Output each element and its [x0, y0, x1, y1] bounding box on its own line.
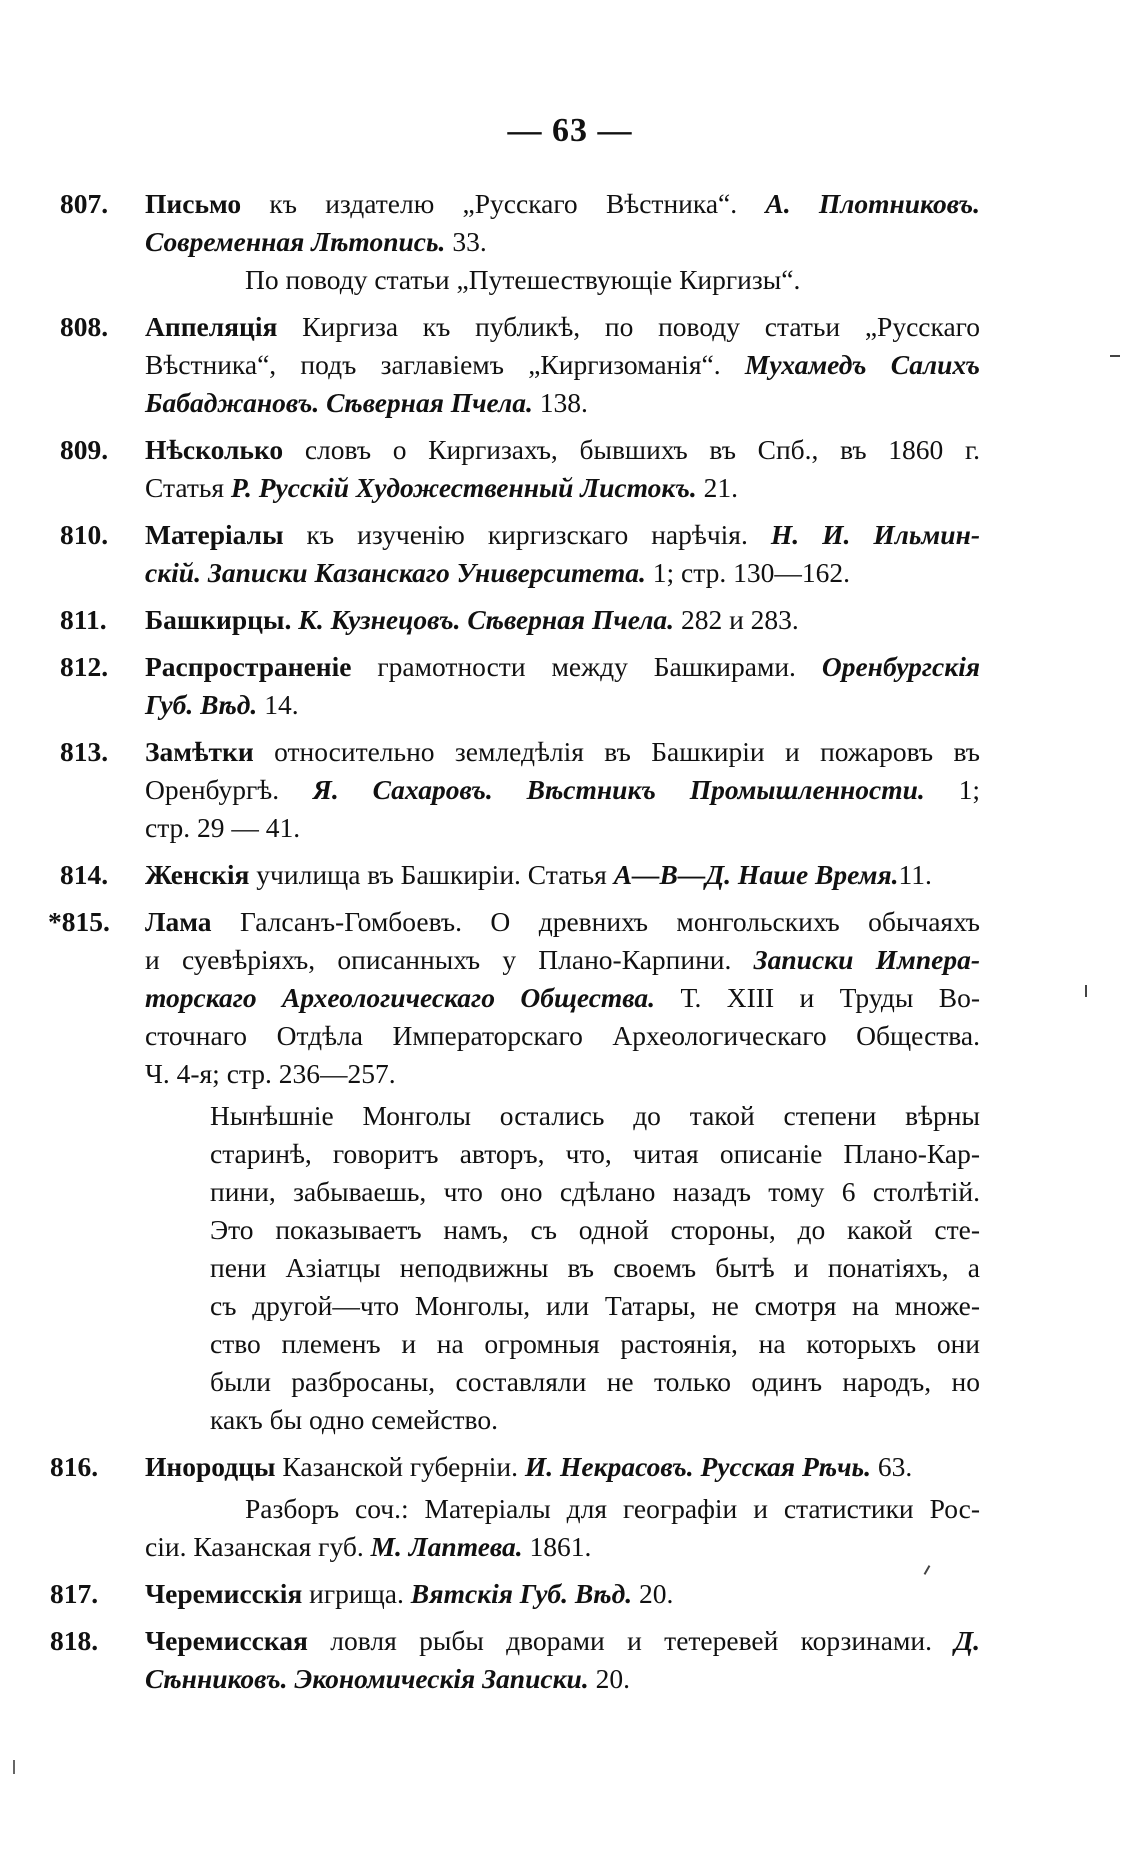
- entry-issue: 21.: [696, 472, 738, 503]
- entry-issue: 1;: [924, 774, 980, 805]
- margin-dash-mark: [1110, 355, 1120, 357]
- annotation-line: съ другой—что Монголы, или Татары, не смотря на множе-: [210, 1290, 980, 1321]
- entry-816: [50, 1448, 980, 1566]
- entry-title: Аппеляція: [145, 311, 278, 342]
- entry-number: 816.: [50, 1451, 99, 1482]
- entry-title: Замѣтки: [145, 736, 254, 767]
- entry-title: Нѣсколько: [145, 434, 284, 465]
- page-number: — 63 —: [507, 112, 633, 149]
- entry-source: торскаго Археологическаго Общества.: [145, 982, 656, 1013]
- entry-text: Вѣстника“, подъ заглавіемъ „Киргизоманія“.: [145, 349, 745, 380]
- entry-text: сточнаго Отдѣла Императорскаго Археологическаго Общества.: [145, 1020, 980, 1051]
- entry-813: [60, 733, 980, 847]
- annotation-line: какъ бы одно семейство.: [210, 1404, 498, 1435]
- entry-issue: 138.: [532, 387, 588, 418]
- annotation-line: пини, забываешь, что оно сдѣлано назадъ тому 6 столѣтій.: [210, 1176, 980, 1207]
- entry-source: Я. Сахаровъ. Вѣстникъ Промышленности.: [312, 774, 925, 805]
- left-margin-mark: [13, 1760, 15, 1774]
- entry-issue: 33.: [445, 226, 487, 257]
- entry-text: къ издателю „Русскаго Вѣстника“.: [241, 188, 766, 219]
- annotation-line: старинѣ, говоритъ авторъ, что, читая описаніе Плано-Кар-: [210, 1138, 980, 1169]
- entry-text: и суевѣріяхъ, описанныхъ у Плано-Карпини.: [145, 944, 754, 975]
- entry-issue: 14.: [257, 689, 299, 720]
- annotation-line: сіи. Казанская губ.: [145, 1531, 371, 1562]
- entry-issue: 63.: [871, 1451, 913, 1482]
- entry-annotation: [245, 1490, 980, 1528]
- entry-title: Матеріалы: [145, 519, 284, 550]
- entry-source: К. Кузнецовъ. Сѣверная Пчела.: [291, 604, 675, 635]
- entry-author: Мухамедъ Салихъ: [744, 349, 980, 380]
- entry-source: А—В—Д. Наше Время.: [613, 859, 899, 890]
- entry-issue: 20.: [632, 1578, 674, 1609]
- annotation-line: Это показываетъ намъ, съ одной стороны, до какой сте-: [210, 1214, 980, 1245]
- entry-text: грамотности между Башкирами.: [351, 651, 822, 682]
- entry-source: скій. Записки Казанскаго Университета.: [145, 557, 646, 588]
- entry-text: Киргиза къ публикѣ, по поводу статьи „Русскаго: [277, 311, 980, 342]
- entry-issue: 20.: [588, 1663, 630, 1694]
- entry-818: [50, 1622, 980, 1698]
- entry-title: Черемисскія: [145, 1578, 303, 1609]
- entry-issue: 1; стр. 130—162.: [645, 557, 850, 588]
- entry-text: Галсанъ-Гомбоевъ. О древнихъ монгольскихъ обычаяхъ: [211, 906, 980, 937]
- entry-number: 807.: [60, 188, 109, 219]
- annotation-line: пени Азіатцы неподвижны въ своемъ бытѣ и понатіяхъ, а: [210, 1252, 980, 1283]
- entry-issue: 282 и 283.: [674, 604, 799, 635]
- entry-number: 808.: [60, 311, 109, 342]
- entry-source: И. Некрасовъ. Русская Рѣчь.: [524, 1451, 871, 1482]
- entry-808: [60, 308, 980, 422]
- entry-text: игрища.: [302, 1578, 411, 1609]
- entry-814: [60, 856, 980, 894]
- annotation-author: М. Лаптева.: [370, 1531, 523, 1562]
- entry-source: Современная Лѣтопись.: [145, 226, 446, 257]
- annotation-line: были разбросаны, составляли не только одинъ народъ, но: [210, 1366, 980, 1397]
- entry-text: училища въ Башкиріи. Статья: [249, 859, 614, 890]
- entry-author: А. Плотниковъ.: [765, 188, 980, 219]
- entry-source: Бабаджановъ. Сѣверная Пчела.: [145, 387, 533, 418]
- entry-title: Башкирцы.: [145, 604, 292, 635]
- entry-title: Письмо: [145, 188, 242, 219]
- entry-807: [60, 185, 980, 299]
- entry-number: *815.: [48, 906, 110, 937]
- entry-809: [60, 431, 980, 507]
- entry-text: относительно земледѣлія въ Башкиріи и пожаровъ въ: [253, 736, 980, 767]
- entry-number: 809.: [60, 434, 109, 465]
- entry-source: Р. Русскій Художественный Листокъ.: [230, 472, 697, 503]
- entry-note: По поводу статьи „Путешествующіе Киргизы“.: [245, 264, 801, 295]
- entry-title: Женскія: [145, 859, 250, 890]
- entry-number: 811.: [60, 604, 107, 635]
- entry-text: Т. XIII и Труды Во-: [655, 982, 980, 1013]
- entry-815: [48, 903, 981, 1439]
- entry-pages: стр. 29 — 41.: [145, 812, 301, 843]
- entry-title: Лама: [145, 906, 212, 937]
- entry-text: къ изученію киргизскаго нарѣчія.: [283, 519, 771, 550]
- entry-author: Д.: [954, 1625, 980, 1656]
- margin-tick-mark: [1085, 985, 1087, 997]
- entry-source: Губ. Вѣд.: [145, 689, 258, 720]
- bibliography-list: [48, 185, 981, 1707]
- annotation-year: 1861.: [522, 1531, 592, 1562]
- entry-pages: Ч. 4-я; стр. 236—257.: [145, 1058, 396, 1089]
- entry-number: 810.: [60, 519, 109, 550]
- entry-text: ловля рыбы дворами и тетеревей корзинами.: [307, 1625, 955, 1656]
- entry-source: Записки Импера-: [753, 944, 981, 975]
- entry-title: Черемисская: [145, 1625, 308, 1656]
- entry-author: Н. И. Ильмин-: [770, 519, 980, 550]
- entry-number: 814.: [60, 859, 109, 890]
- entry-number: 813.: [60, 736, 109, 767]
- entry-817: [50, 1575, 980, 1613]
- annotation-line: ство племенъ и на огромныя растоянія, на которыхъ они: [210, 1328, 980, 1359]
- entry-812: [60, 648, 980, 724]
- entry-text: Статья: [145, 472, 231, 503]
- entry-source: Сѣнниковъ. Экономическія Записки.: [145, 1663, 589, 1694]
- entry-number: 818.: [50, 1625, 99, 1656]
- entry-number: 812.: [60, 651, 109, 682]
- entry-title: Распространеніе: [145, 651, 352, 682]
- entry-source: Вятскія Губ. Вѣд.: [410, 1578, 633, 1609]
- entry-text: словъ о Киргизахъ, бывшихъ въ Спб., въ 1860 г.: [283, 434, 980, 465]
- annotation-line: Нынѣшніе Монголы остались до такой степени вѣрны: [210, 1100, 980, 1131]
- entry-number: 817.: [50, 1578, 99, 1609]
- entry-text: Казанской губерніи.: [275, 1451, 525, 1482]
- entry-title: Инородцы: [145, 1451, 276, 1482]
- entry-issue: 11.: [898, 859, 932, 890]
- entry-annotation: [210, 1097, 980, 1439]
- annotation-line: Разборъ соч.: Матеріалы для географіи и статистики Рос-: [245, 1493, 980, 1524]
- entry-text: Оренбургѣ.: [145, 774, 313, 805]
- entry-source: Оренбургскія: [821, 651, 980, 682]
- entry-811: [60, 601, 980, 639]
- entry-810: [60, 516, 980, 592]
